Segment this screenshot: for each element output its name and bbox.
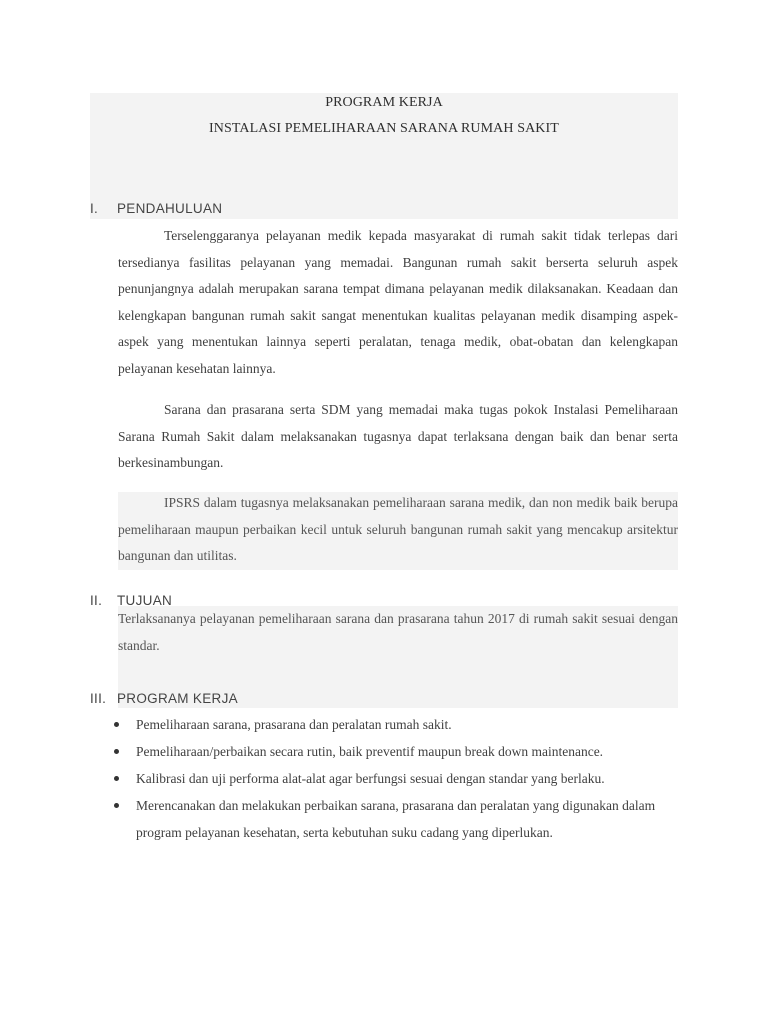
document-subtitle: INSTALASI PEMELIHARAAN SARANA RUMAH SAKIT [209, 121, 559, 136]
bullet-icon [114, 722, 119, 727]
list-item-text: Pemeliharaan sarana, prasarana dan peralatan rumah sakit. [136, 717, 452, 732]
paragraph-pendahuluan-3: IPSRS dalam tugasnya melaksanakan pemeliharaan sarana medik, dan non medik baik berupa pemeliharaan maupun perbaikan kecil untuk seluruh bangunan rumah sakit yang mencakup arsitektur bangunan dan utilitas. [118, 495, 678, 563]
list-item [110, 738, 680, 765]
bullet-icon [114, 776, 119, 781]
bullet-icon [114, 749, 119, 754]
list-item-text: Kalibrasi dan uji performa alat-alat agar berfungsi sesuai dengan standar yang berlaku. [136, 771, 605, 786]
section-title: TUJUAN [117, 593, 173, 608]
program-kerja-list [110, 711, 680, 846]
section-title: PROGRAM KERJA [117, 691, 238, 706]
paragraph-pendahuluan-2: Sarana dan prasarana serta SDM yang memadai maka tugas pokok Instalasi Pemeliharaan Sarana Rumah Sakit dalam melaksanakan tugasnya dapat terlaksana dengan baik dan benar serta berkesinambungan. [118, 402, 678, 470]
paragraph-pendahuluan-1: Terselenggaranya pelayanan medik kepada masyarakat di rumah sakit tidak terlepas dari tersedianya fasilitas pelayanan yang memadai. Bangunan rumah sakit berserta seluruh aspek penunjangnya adalah merupakan sarana tempat dimana pelayanan medik dilaksanakan. Keadaan dan kelengkapan bangunan rumah sakit sangat menentukan kualitas pelayanan medik disamping aspek-aspek yang menentukan lainnya seperti peralatan, tenaga medik, obat-obatan dan kelengkapan pelayanan kesehatan lainnya. [118, 228, 678, 376]
section-heading-program-kerja [90, 691, 238, 706]
bullet-icon [114, 803, 119, 808]
paragraph-tujuan: Terlaksananya pelayanan pemeliharaan sarana dan prasarana tahun 2017 di rumah sakit sesuai dengan standar. [118, 611, 678, 653]
list-item [110, 711, 680, 738]
list-item [110, 792, 680, 846]
list-item-text: Pemeliharaan/perbaikan secara rutin, baik preventif maupun break down maintenance. [136, 744, 604, 759]
section-number: III. [90, 691, 107, 706]
list-item-text: Merencanakan dan melakukan perbaikan sarana, prasarana dan peralatan yang digunakan dalam program pelayanan kesehatan, serta kebutuhan suku cadang yang diperlukan. [136, 798, 656, 840]
section-number: II. [90, 593, 103, 608]
section-number: I. [90, 201, 99, 216]
list-item [110, 765, 680, 792]
section-title: PENDAHULUAN [117, 201, 223, 216]
section-heading-pendahuluan [90, 201, 222, 216]
document-title: PROGRAM KERJA [325, 95, 443, 110]
